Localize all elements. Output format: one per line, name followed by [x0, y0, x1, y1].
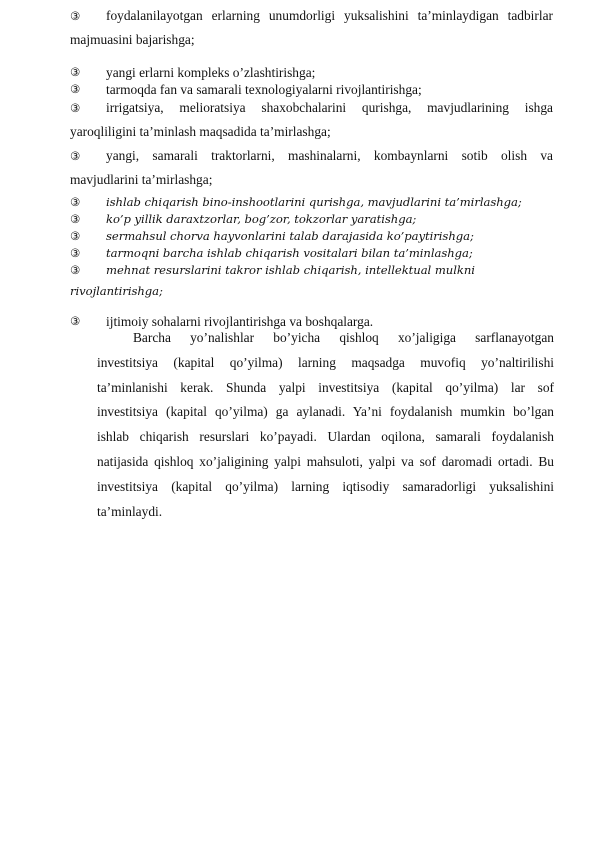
- circled-number-bullet-icon: ③: [70, 9, 81, 23]
- circled-number-bullet-icon: ③: [70, 212, 81, 226]
- circled-number-bullet-icon: ③: [70, 101, 81, 115]
- list-item-text: yangi, samarali traktorlarni, mashinalarni, kombaynlarni sotib olish va: [106, 148, 553, 163]
- list-item-text: foydalanilayotgan erlarning unumdorligi yuksalishini ta’minlaydigan tadbirlar: [106, 8, 553, 23]
- list-item: [70, 228, 553, 245]
- paragraph-line: ishlab chiqarish resurslari ko’payadi. Ulardan oqilona, samarali foydalanish: [97, 429, 554, 445]
- list-item: [70, 4, 553, 52]
- circled-number-bullet-icon: ③: [70, 314, 81, 328]
- list-item-text: irrigatsiya, melioratsiya shaxobchalarini qurishga, mavjudlarining ishga: [106, 100, 553, 115]
- list-item-text: yangi erlarni kompleks o’zlashtirishga;: [106, 65, 316, 80]
- list-item: [70, 262, 553, 303]
- list-item-text-continued: rivojlantirishga;: [70, 284, 163, 298]
- paragraph-line: investitsiya (kapital qo’yilma) ga aylanadi. Ya’ni foydalanish mumkin bo’lgan: [97, 404, 554, 420]
- list-item-text: tarmoqda fan va samarali texnologiyalarni rivojlantirishga;: [106, 82, 422, 97]
- list-item-text-continued: majmuasini bajarishga;: [70, 32, 195, 47]
- list-item: [70, 194, 553, 211]
- list-item: [70, 96, 553, 144]
- circled-number-bullet-icon: ③: [70, 195, 81, 209]
- list-item-text-continued: mavjudlarini ta’mirlashga;: [70, 172, 213, 187]
- circled-number-bullet-icon: ③: [70, 149, 81, 163]
- circled-number-bullet-icon: ③: [70, 263, 81, 277]
- list-item: [70, 144, 553, 192]
- paragraph-line: investitsiya (kapital qo’yilma) larning iqtisodiy samaradorligi yuksalishini: [97, 478, 554, 494]
- list-item-text: ishlab chiqarish bino-inshootlarini qurishga, mavjudlarini ta’mirlashga;: [106, 195, 522, 209]
- paragraph-line: Barcha yo’nalishlar bo’yicha qishloq xo’jaligiga sarflanayotgan: [133, 330, 554, 345]
- paragraph-line: ta’minlanishi kerak. Shunda yalpi investitsiya (kapital qo’yilma) lar sof: [97, 379, 554, 395]
- list-item-text: sermahsul chorva hayvonlarini talab darajasida ko’paytirishga;: [106, 229, 474, 243]
- list-item-text: ijtimoiy sohalarni rivojlantirishga va boshqalarga.: [106, 314, 374, 329]
- list-item-text: tarmoqni barcha ishlab chiqarish vositalari bilan ta’minlashga;: [106, 246, 473, 260]
- paragraph-line: investitsiya (kapital qo’yilma) larning maqsadga muvofiq yo’naltirilishi: [97, 354, 554, 370]
- circled-number-bullet-icon: ③: [70, 229, 81, 243]
- paragraph-line: natijasida qishloq xo’jaligining yalpi mahsuloti, yalpi va sof daromadi ortadi. Bu: [97, 453, 554, 469]
- list-item-text: ko’p yillik daraxtzorlar, bog’zor, tokzorlar yaratishga;: [106, 212, 417, 226]
- circled-number-bullet-icon: ③: [70, 82, 81, 96]
- list-item-text-continued: yaroqliligini ta’minlash maqsadida ta’mirlashga;: [70, 124, 331, 139]
- list-item: [70, 211, 553, 228]
- circled-number-bullet-icon: ③: [70, 65, 81, 79]
- list-item: [70, 245, 553, 262]
- body-paragraph: [97, 326, 554, 524]
- list-item: [70, 64, 553, 81]
- circled-number-bullet-icon: ③: [70, 246, 81, 260]
- list-item-text: mehnat resurslarini takror ishlab chiqarish, intellektual mulkni: [106, 263, 475, 277]
- paragraph-line: ta’minlaydi.: [97, 503, 163, 519]
